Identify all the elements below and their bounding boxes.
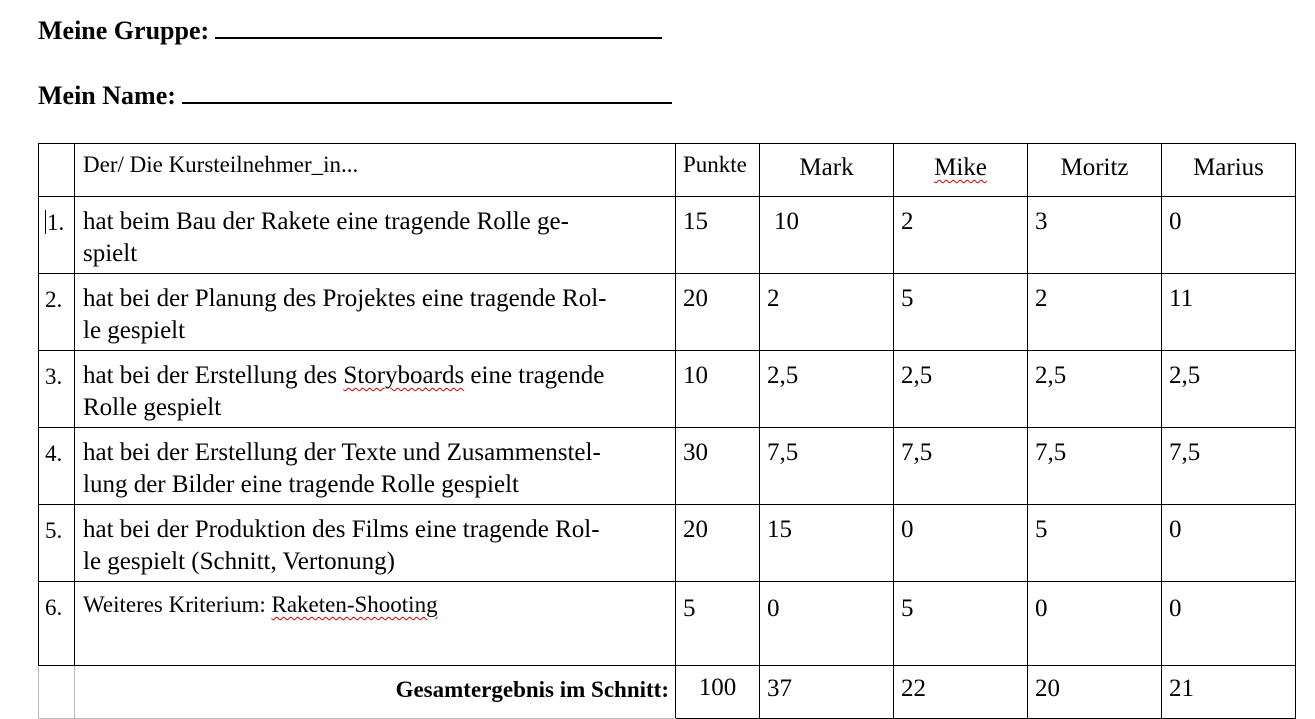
group-label: Meine Gruppe:: [38, 16, 210, 45]
row-number: 4.: [39, 428, 75, 505]
score-cell-marius: 0: [1162, 582, 1296, 666]
points-cell: 10: [676, 351, 760, 428]
table-row: [39, 274, 1296, 351]
score-cell-moritz: 5: [1028, 505, 1162, 582]
row-number: 2.: [39, 274, 75, 351]
total-mark: 37: [760, 666, 894, 719]
score-cell-mark: 7,5: [760, 428, 894, 505]
criterion-text-line: lung der Bilder eine tragende Rolle gespielt: [83, 471, 519, 498]
score-cell-mark: 2: [760, 274, 894, 351]
score-cell-mark: 2,5: [760, 351, 894, 428]
table-row: [39, 582, 1296, 666]
score-cell-moritz: 3: [1028, 197, 1162, 274]
table-row: [39, 351, 1296, 428]
score-cell-marius: 2,5: [1162, 351, 1296, 428]
row-number-text: 1.: [47, 210, 65, 235]
person-header-mike-text: Mike: [934, 154, 987, 181]
score-cell-marius: 11: [1162, 274, 1296, 351]
criterion-header: Der/ Die Kursteilnehmer_in...: [75, 144, 676, 197]
criterion-text-line: hat bei der Erstellung der Texte und Zusammenstel-: [83, 439, 601, 466]
criterion-text-line: le gespielt (Schnitt, Vertonung): [83, 548, 395, 575]
total-num-cell: [39, 666, 75, 719]
criterion-text-line: hat bei der Produktion des Films eine tragende Rol-: [83, 516, 600, 543]
criterion-text-flagged: Raketen-Shooting: [271, 592, 438, 617]
score-cell-moritz: 2: [1028, 274, 1162, 351]
total-row: [39, 666, 1296, 719]
total-moritz: 20: [1028, 666, 1162, 719]
row-number: 5.: [39, 505, 75, 582]
total-marius: 21: [1162, 666, 1296, 719]
score-cell-moritz: 2,5: [1028, 351, 1162, 428]
row-number: [39, 197, 75, 274]
score-cell-marius: 7,5: [1162, 428, 1296, 505]
evaluation-table: [38, 143, 1296, 719]
points-cell: 30: [676, 428, 760, 505]
criterion-text-flagged: Storyboards: [343, 362, 465, 389]
row-number: 3.: [39, 351, 75, 428]
score-cell-mike: 5: [894, 582, 1028, 666]
score-cell-mark: 15: [760, 505, 894, 582]
name-label: Mein Name:: [38, 81, 176, 110]
group-blank-line[interactable]: [215, 15, 662, 39]
criterion-text-part: hat bei der Erstellung des: [83, 362, 344, 389]
criterion-text-part: eine tragende: [464, 362, 605, 389]
text-cursor: [45, 210, 46, 234]
person-header-marius: Marius: [1162, 144, 1296, 197]
criterion-text-line: le gespielt: [83, 317, 186, 344]
score-cell-mark: 0: [760, 582, 894, 666]
score-cell-moritz: 0: [1028, 582, 1162, 666]
person-header-moritz: Moritz: [1028, 144, 1162, 197]
criterion-cell: [75, 351, 676, 428]
score-cell-mike: 0: [894, 505, 1028, 582]
points-cell: 20: [676, 505, 760, 582]
total-points: 100: [676, 666, 760, 719]
score-cell-mark: 10: [760, 197, 894, 274]
points-header: Punkte: [676, 144, 760, 197]
score-cell-mike: 5: [894, 274, 1028, 351]
criterion-text-line: Rolle gespielt: [83, 394, 222, 421]
criterion-text-line: hat beim Bau der Rakete eine tragende Rolle ge-: [83, 208, 569, 235]
points-cell: 5: [676, 582, 760, 666]
total-label: Gesamtergebnis im Schnitt:: [75, 666, 676, 719]
score-cell-mike: 2,5: [894, 351, 1028, 428]
total-mike: 22: [894, 666, 1028, 719]
name-field: [38, 80, 672, 111]
points-cell: 15: [676, 197, 760, 274]
criterion-text-line: [83, 360, 667, 392]
criterion-cell: [75, 274, 676, 351]
score-cell-marius: 0: [1162, 505, 1296, 582]
table-row: [39, 428, 1296, 505]
name-blank-line[interactable]: [182, 80, 672, 104]
criterion-cell: [75, 582, 676, 666]
person-header-mark: Mark: [760, 144, 894, 197]
table-header-row: [39, 144, 1296, 197]
table-row: [39, 505, 1296, 582]
row-number: 6.: [39, 582, 75, 666]
group-field: [38, 15, 662, 46]
score-cell-mike: 7,5: [894, 428, 1028, 505]
score-cell-mike: 2: [894, 197, 1028, 274]
table-row: [39, 197, 1296, 274]
criterion-cell: [75, 505, 676, 582]
points-cell: 20: [676, 274, 760, 351]
criterion-text-line: hat bei der Planung des Projektes eine tragende Rol-: [83, 285, 607, 312]
criterion-text-line: spielt: [83, 240, 138, 267]
criterion-text-part: Weiteres Kriterium:: [83, 592, 272, 617]
header-num-cell: [39, 144, 75, 197]
criterion-cell: [75, 428, 676, 505]
score-cell-marius: 0: [1162, 197, 1296, 274]
criterion-cell: [75, 197, 676, 274]
score-cell-moritz: 7,5: [1028, 428, 1162, 505]
person-header-mike: [894, 144, 1028, 197]
